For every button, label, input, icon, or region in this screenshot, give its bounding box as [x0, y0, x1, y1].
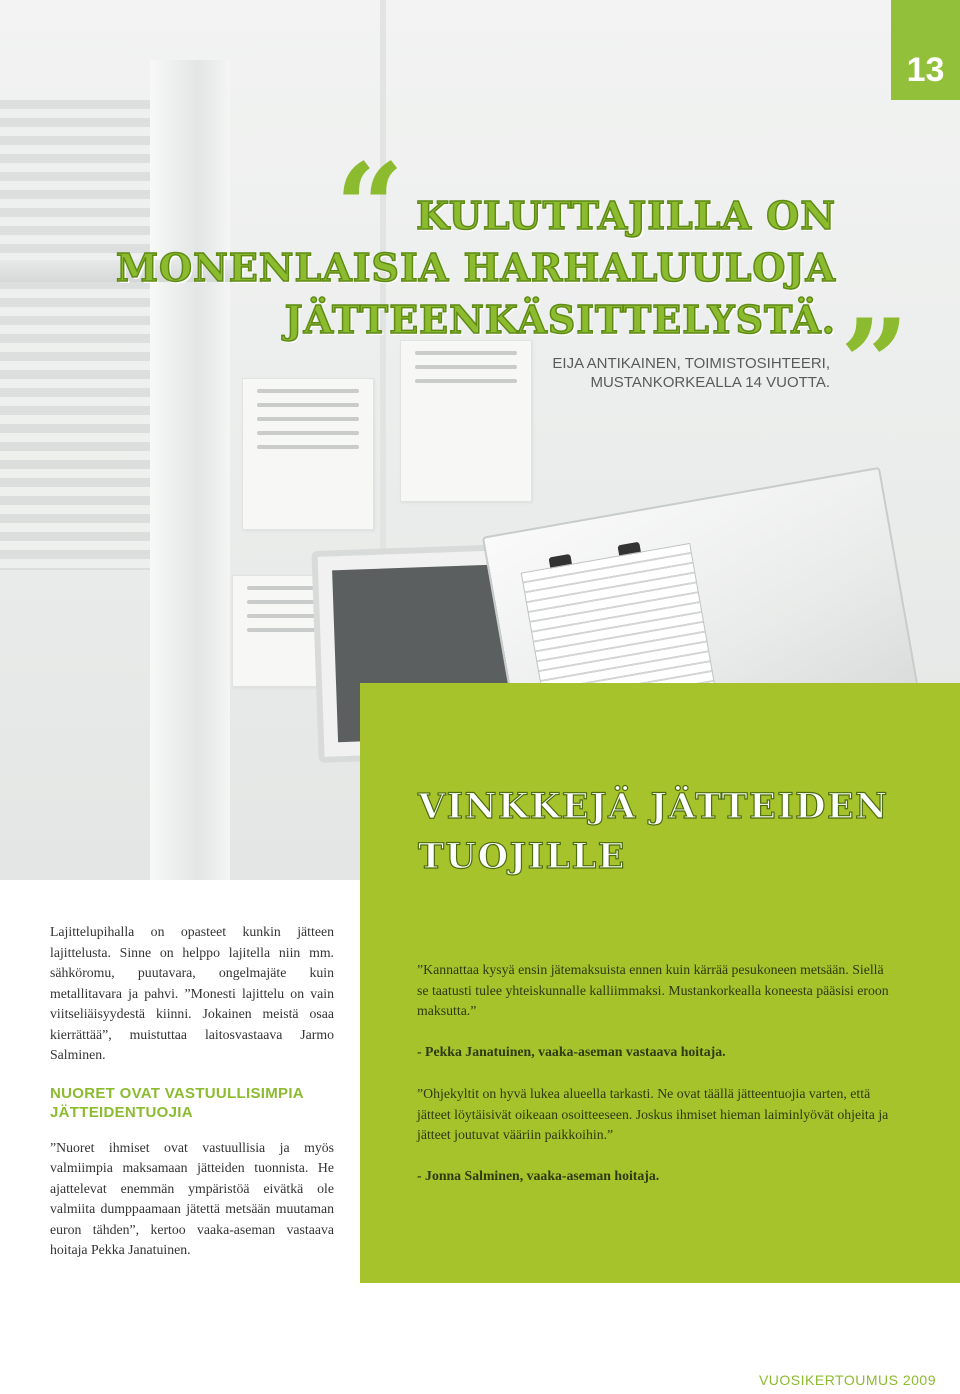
quote-open-icon: “ [335, 137, 405, 278]
tips-title-line: TUOJILLE [418, 836, 626, 877]
subheading-line: JÄTTEIDENTUOJIA [50, 1103, 193, 1121]
left-article-column [50, 922, 334, 1261]
pull-quote-line: MONENLAISIA HARHALUULOJA [115, 245, 836, 290]
wall-notice [400, 340, 532, 502]
tip-signature: - Jonna Salminen, vaaka-aseman hoitaja. [417, 1167, 660, 1183]
page-number-box [891, 0, 960, 100]
body-paragraph: ”Nuoret ihmiset ovat vastuullisia ja myös valmiimpia maksamaan jätteiden tuonnista. He ajattelevat enemmän ympäristöä eivätkä ole valmiita dumppaamaan jätettä metsään muutaman euron tähden”, kertoo vaaka-aseman vastaava hoitaja Pekka Janatuinen. [50, 1139, 334, 1257]
pull-quote-line: JÄTTEENKÄSITTELYSTÄ. [284, 297, 836, 342]
intro-paragraph: Lajittelupihalla on opasteet kunkin jätteen lajittelusta. Sinne on helppo lajitella niin mm. sähköromu, puutavara, ongelmajäte kuin metallitavara ja pahvi. ”Monesti lajittelu on vain viitseliäisyydestä kiinni. Jokainen meistä osaa kierrättää”, muistuttaa laitosvastaava Jarmo Salminen. [50, 924, 334, 1062]
tips-column [417, 960, 897, 1186]
tips-title [418, 782, 918, 882]
quote-close-icon: ” [840, 293, 910, 434]
subheading-line: NUORET OVAT VASTUULLISIMPIA [50, 1084, 304, 1102]
attribution-line: MUSTANKORKEALLA 14 VUOTTA. [590, 374, 830, 391]
attribution-line: EIJA ANTIKAINEN, TOIMISTOSIHTEERI, [552, 355, 830, 372]
tip-quote: ”Ohjekyltit on hyvä lukea alueella tarkasti. Ne ovat täällä jätteentuojia varten, että jätteet löytäisivät oikeaan osoitteeseen. Joskus ihmiset hieman laiminlyövät ohjeita ja jätteet joutuvat vääriin paikkoihin.” [417, 1086, 889, 1142]
pull-quote [76, 190, 836, 346]
tip-signature: - Pekka Janatuinen, vaaka-aseman vastaava hoitaja. [417, 1043, 726, 1059]
wall-notice [242, 378, 374, 530]
tip-quote: ”Kannattaa kysyä ensin jätemaksuista ennen kuin kärrää pesukoneen metsään. Siellä se taatusti tulee yhteiskunnalle kalliimmaksi. Mustankorkealla koneesta pääsisi eroon maksutta.” [417, 962, 889, 1018]
footer-publication-title: VUOSIKERTOUMUS 2009 [758, 1372, 936, 1388]
article-subheading [50, 1084, 334, 1122]
page-number: 13 [906, 51, 945, 89]
tips-title-line: VINKKEJÄ JÄTTEIDEN [418, 786, 889, 827]
window-frame [150, 60, 230, 880]
pull-quote-line: KULUTTAJILLA ON [416, 193, 836, 238]
quote-attribution [552, 354, 830, 392]
